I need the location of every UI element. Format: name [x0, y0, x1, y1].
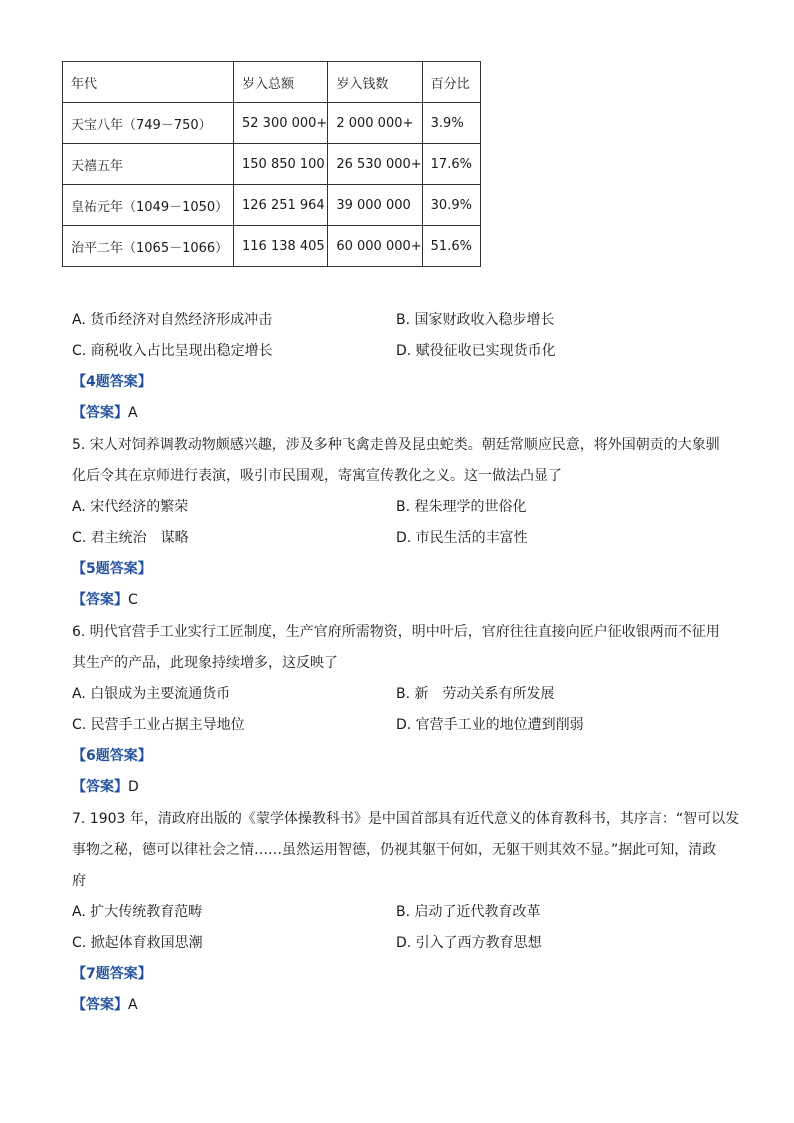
- q6-option-b: B. 新 劳动关系有所发展: [396, 686, 555, 702]
- table-cell: 3.9%: [422, 103, 480, 144]
- table-header-row: [63, 62, 481, 103]
- q7-option-d: D. 引入了西方教育思想: [396, 935, 542, 951]
- q5-stem-line2: 化后令其在京师进行表演，吸引市民围观，寄寓宣传教化之义。这一做法凸显了: [72, 468, 562, 484]
- q7-stem-line2: 事物之秘，德可以律社会之情……虽然运用智德，仍视其躯干何如，无躯干则其效不显。”据此可知，清政: [72, 842, 717, 858]
- q5-option-c: C. 君主统治 谋略: [72, 530, 189, 546]
- table-cell: 39 000 000: [328, 185, 422, 226]
- q7-answer: [72, 995, 138, 1015]
- q4-option-d: D. 赋役征收已实现货币化: [396, 343, 556, 359]
- q5-answer: [72, 590, 138, 610]
- q6-stem-line2: 其生产的产品，此现象持续增多，这反映了: [72, 655, 338, 671]
- q5-option-b: B. 程朱理学的世俗化: [396, 499, 527, 515]
- table-cell: 52 300 000+: [234, 103, 328, 144]
- answer-label: 【答案】: [72, 592, 128, 608]
- q7-option-b: B. 启动了近代教育改革: [396, 904, 541, 920]
- answer-label: 【答案】: [72, 405, 128, 421]
- table-cell: 30.9%: [422, 185, 480, 226]
- q6-option-c: C. 民营手工业占据主导地位: [72, 717, 245, 733]
- table-cell: 治平二年（1065－1066）: [63, 226, 234, 267]
- table-cell: 2 000 000+: [328, 103, 422, 144]
- table-cell: 51.6%: [422, 226, 480, 267]
- header-cell: 年代: [63, 62, 234, 103]
- header-cell: 百分比: [422, 62, 480, 103]
- header-cell: 岁入总额: [234, 62, 328, 103]
- table-row: [63, 185, 481, 226]
- q6-answer: [72, 777, 139, 797]
- q7-option-c: C. 掀起体育救国思潮: [72, 935, 203, 951]
- q4-option-c: C. 商税收入占比呈现出稳定增长: [72, 343, 273, 359]
- q4-option-b: B. 国家财政收入稳步增长: [396, 312, 555, 328]
- q7-answer-tag: 【7题答案】: [72, 966, 152, 982]
- table-cell: 60 000 000+: [328, 226, 422, 267]
- q5-stem-line1: 5. 宋人对饲养调教动物颇感兴趣，涉及多种飞禽走兽及昆虫蛇类。朝廷常顺应民意，将外国朝贡的大象驯: [72, 437, 720, 453]
- answer-label: 【答案】: [72, 779, 128, 795]
- answer-value: C: [128, 592, 138, 608]
- q7-stem-line1: 7. 1903 年，清政府出版的《蒙学体操教科书》是中国首部具有近代意义的体育教科书，其序言：“智可以发: [72, 811, 740, 827]
- table-cell: 天禧五年: [63, 144, 234, 185]
- answer-value: D: [128, 779, 139, 795]
- table-cell: 皇祐元年（1049－1050）: [63, 185, 234, 226]
- q5-answer-tag: 【5题答案】: [72, 561, 152, 577]
- revenue-table: [62, 61, 481, 267]
- answer-label: 【答案】: [72, 997, 128, 1013]
- table-cell: 116 138 405: [234, 226, 328, 267]
- table-cell: 26 530 000+: [328, 144, 422, 185]
- q6-option-a: A. 白银成为主要流通货币: [72, 686, 231, 702]
- q4-option-a: A. 货币经济对自然经济形成冲击: [72, 312, 273, 328]
- answer-value: A: [128, 405, 138, 421]
- table-row: [63, 144, 481, 185]
- q6-answer-tag: 【6题答案】: [72, 748, 152, 764]
- table-row: [63, 226, 481, 267]
- table-cell: 17.6%: [422, 144, 480, 185]
- q7-stem-line3: 府: [72, 873, 86, 889]
- q5-option-a: A. 宋代经济的繁荣: [72, 499, 189, 515]
- table-row: [63, 103, 481, 144]
- table-cell: 150 850 100: [234, 144, 328, 185]
- q6-stem-line1: 6. 明代官营手工业实行工匠制度，生产官府所需物资，明中叶后，官府往往直接向匠户征收银两而不征用: [72, 624, 720, 640]
- q5-option-d: D. 市民生活的丰富性: [396, 530, 528, 546]
- table-cell: 126 251 964: [234, 185, 328, 226]
- table-cell: 天宝八年（749－750）: [63, 103, 234, 144]
- q4-answer-tag: 【4题答案】: [72, 374, 152, 390]
- answer-value: A: [128, 997, 138, 1013]
- q7-option-a: A. 扩大传统教育范畴: [72, 904, 203, 920]
- q4-answer: [72, 403, 138, 423]
- q6-option-d: D. 官营手工业的地位遭到削弱: [396, 717, 584, 733]
- header-cell: 岁入钱数: [328, 62, 422, 103]
